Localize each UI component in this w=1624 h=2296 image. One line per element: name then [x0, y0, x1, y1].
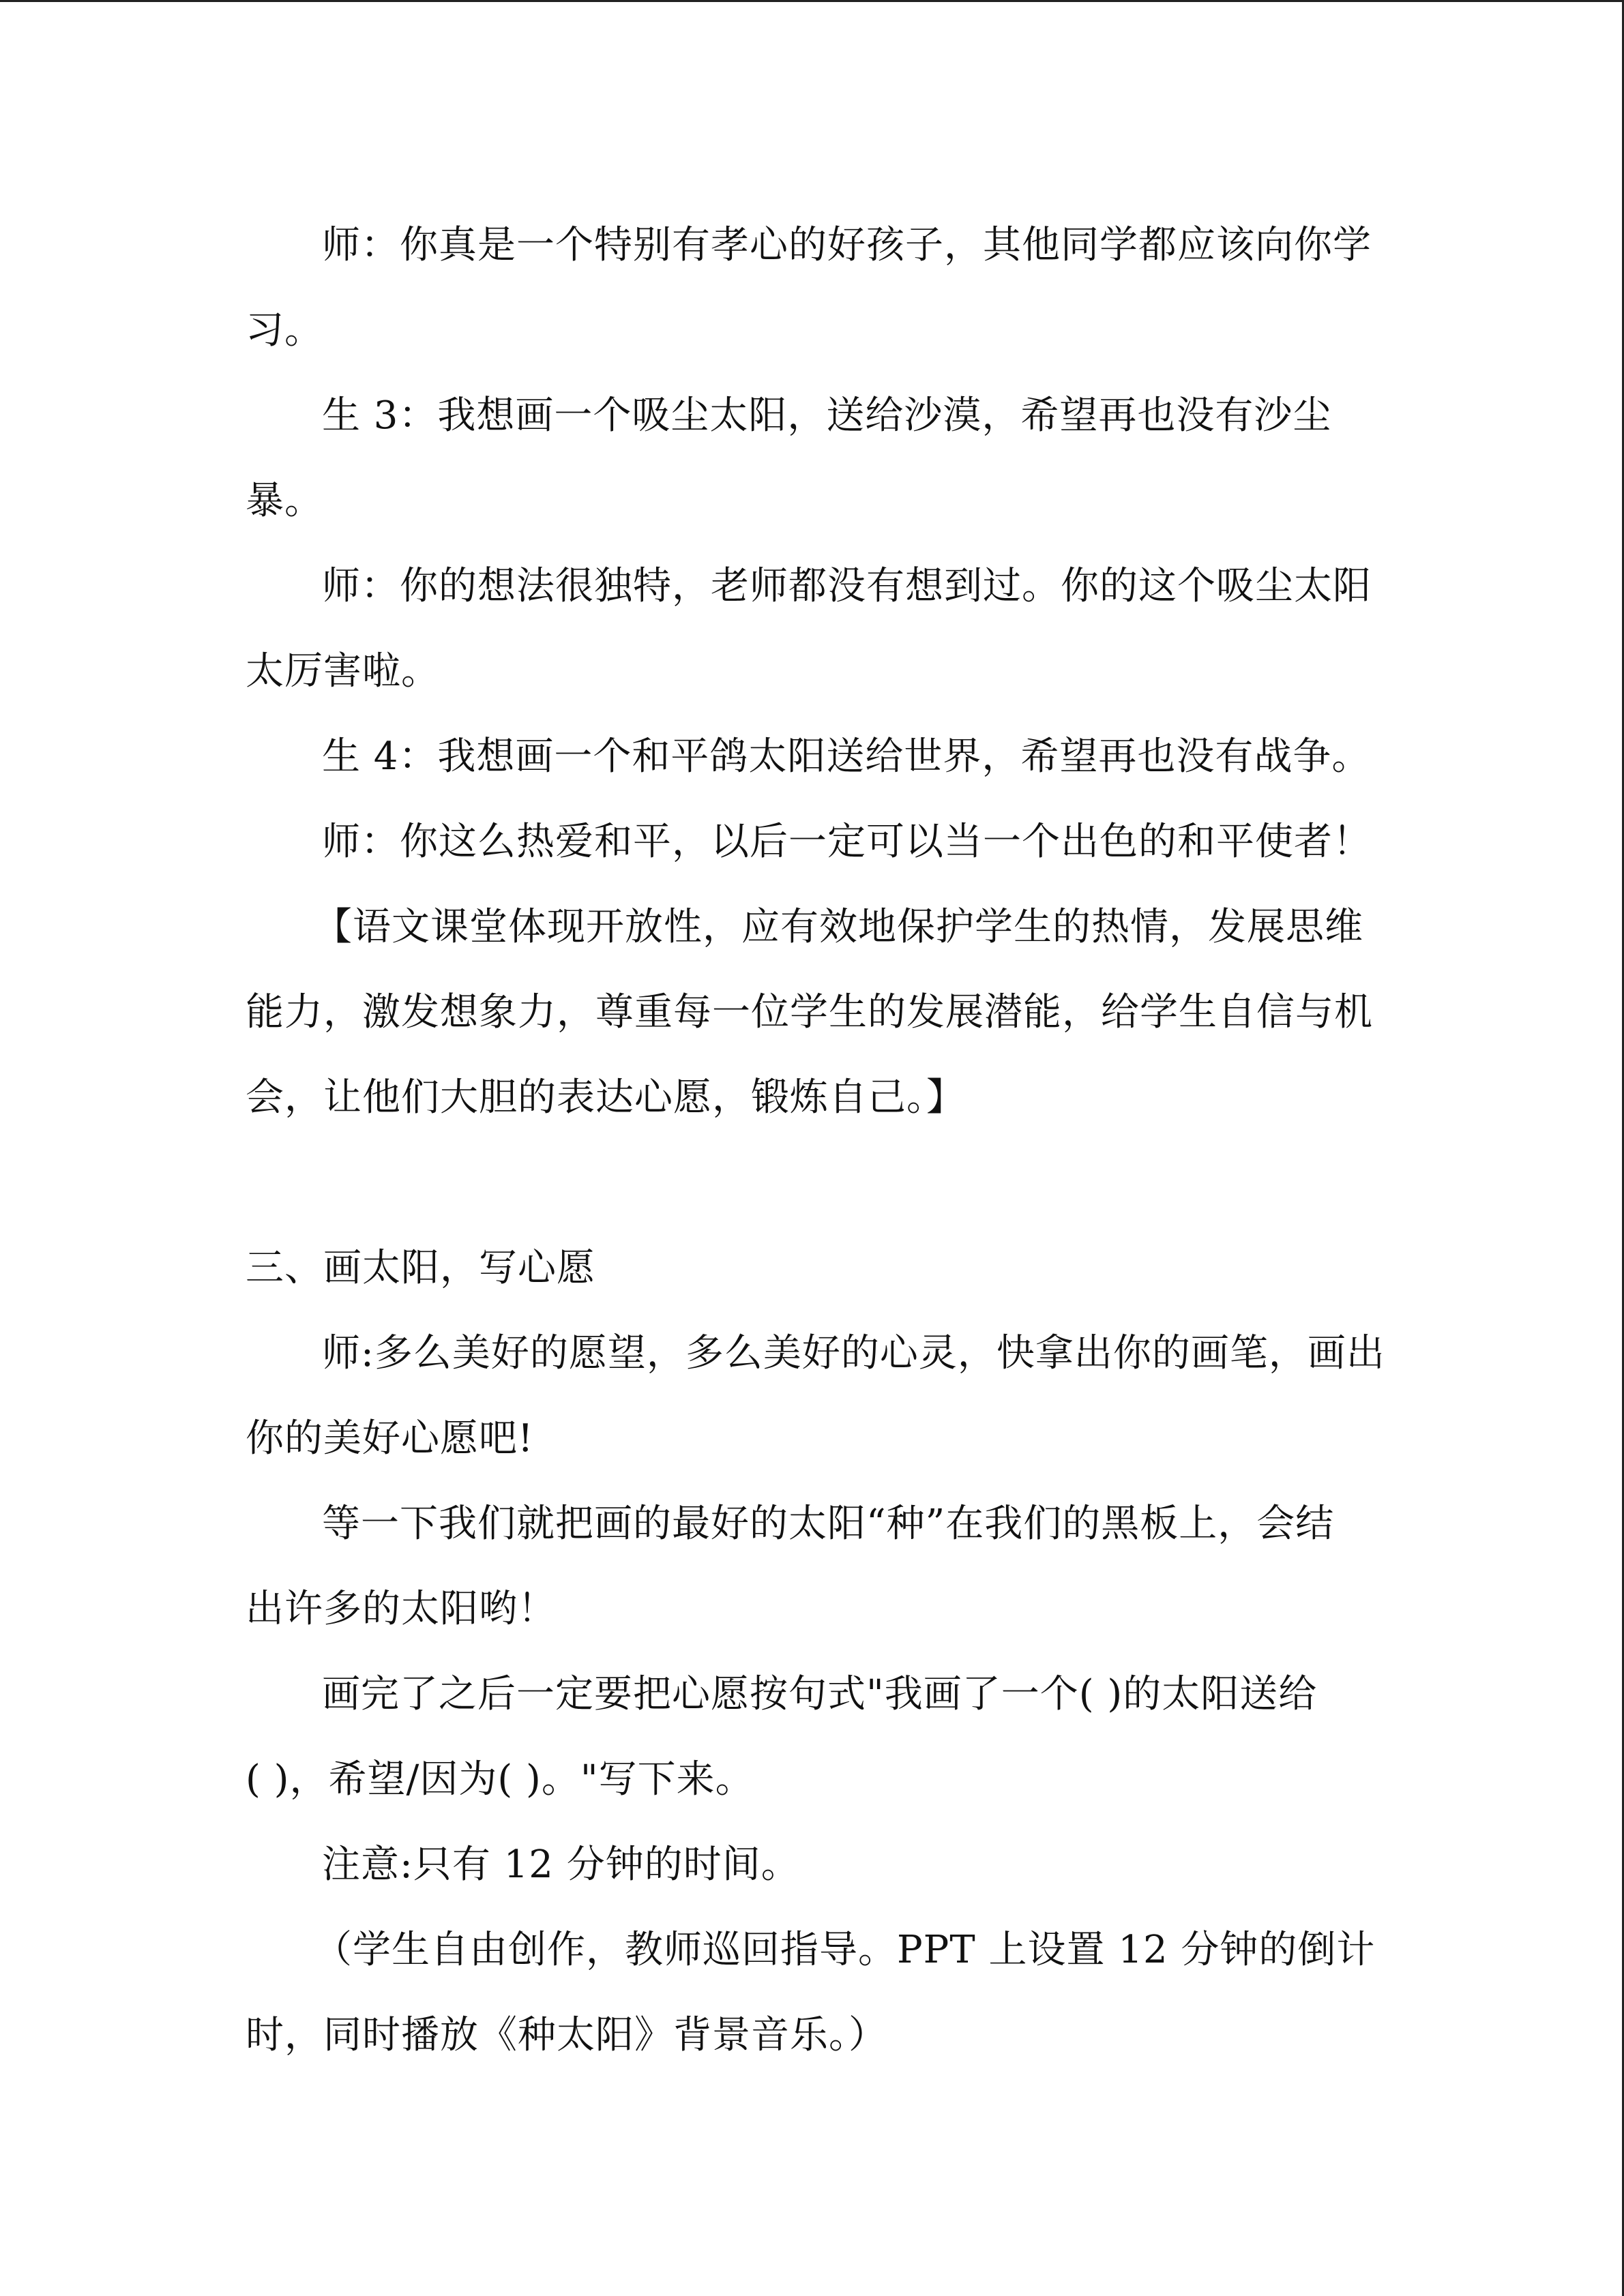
paragraph-line: 师：你这么热爱和平，以后一定可以当一个出色的和平使者！ [322, 820, 1372, 864]
paragraph-line: 生 3：我想画一个吸尘太阳，送给沙漠，希望再也没有沙尘 [322, 393, 1332, 438]
paragraph-line: 习。 [246, 308, 323, 353]
paragraph-line: 暴。 [246, 479, 323, 523]
paragraph-line: 时，同时播放《种太阳》背景音乐。） [246, 2013, 887, 2057]
paragraph-line: （学生自由创作，教师巡回指导。PPT 上设置 12 分钟的倒计 [314, 1928, 1376, 1972]
paragraph-line: 你的美好心愿吧! [246, 1416, 534, 1461]
paragraph-line: 注意:只有 12 分钟的时间。 [322, 1843, 800, 1887]
paragraph-line: 出许多的太阳哟！ [246, 1587, 557, 1631]
page-border-top [0, 0, 1624, 2]
paragraph-line: 等一下我们就把画的最好的太阳“种”在我们的黑板上，会结 [322, 1502, 1335, 1546]
paragraph-line: 师：你的想法很独特，老师都没有想到过。你的这个吸尘太阳 [322, 564, 1372, 608]
paragraph-line: 画完了之后一定要把心愿按句式"我画了一个( )的太阳送给 [322, 1672, 1318, 1716]
paragraph-line: 师:多么美好的愿望，多么美好的心灵，快拿出你的画笔，画出 [322, 1331, 1385, 1375]
commentary-line: 会，让他们大胆的表达心愿，锻炼自己。】 [246, 1075, 965, 1120]
commentary-line: 【语文课堂体现开放性，应有效地保护学生的热情，发展思维 [314, 905, 1363, 949]
paragraph-line: ( )，希望/因为( )。"写下来。 [246, 1757, 754, 1802]
section-heading: 三、画太阳，写心愿 [246, 1246, 595, 1290]
paragraph-line: 太厉害啦。 [246, 649, 440, 694]
commentary-line: 能力，激发想象力，尊重每一位学生的发展潜能，给学生自信与机 [246, 990, 1373, 1034]
paragraph-line: 师：你真是一个特别有孝心的好孩子，其他同学都应该向你学 [322, 223, 1372, 267]
paragraph-line: 生 4：我想画一个和平鸽太阳送给世界，希望再也没有战争。 [322, 734, 1371, 779]
